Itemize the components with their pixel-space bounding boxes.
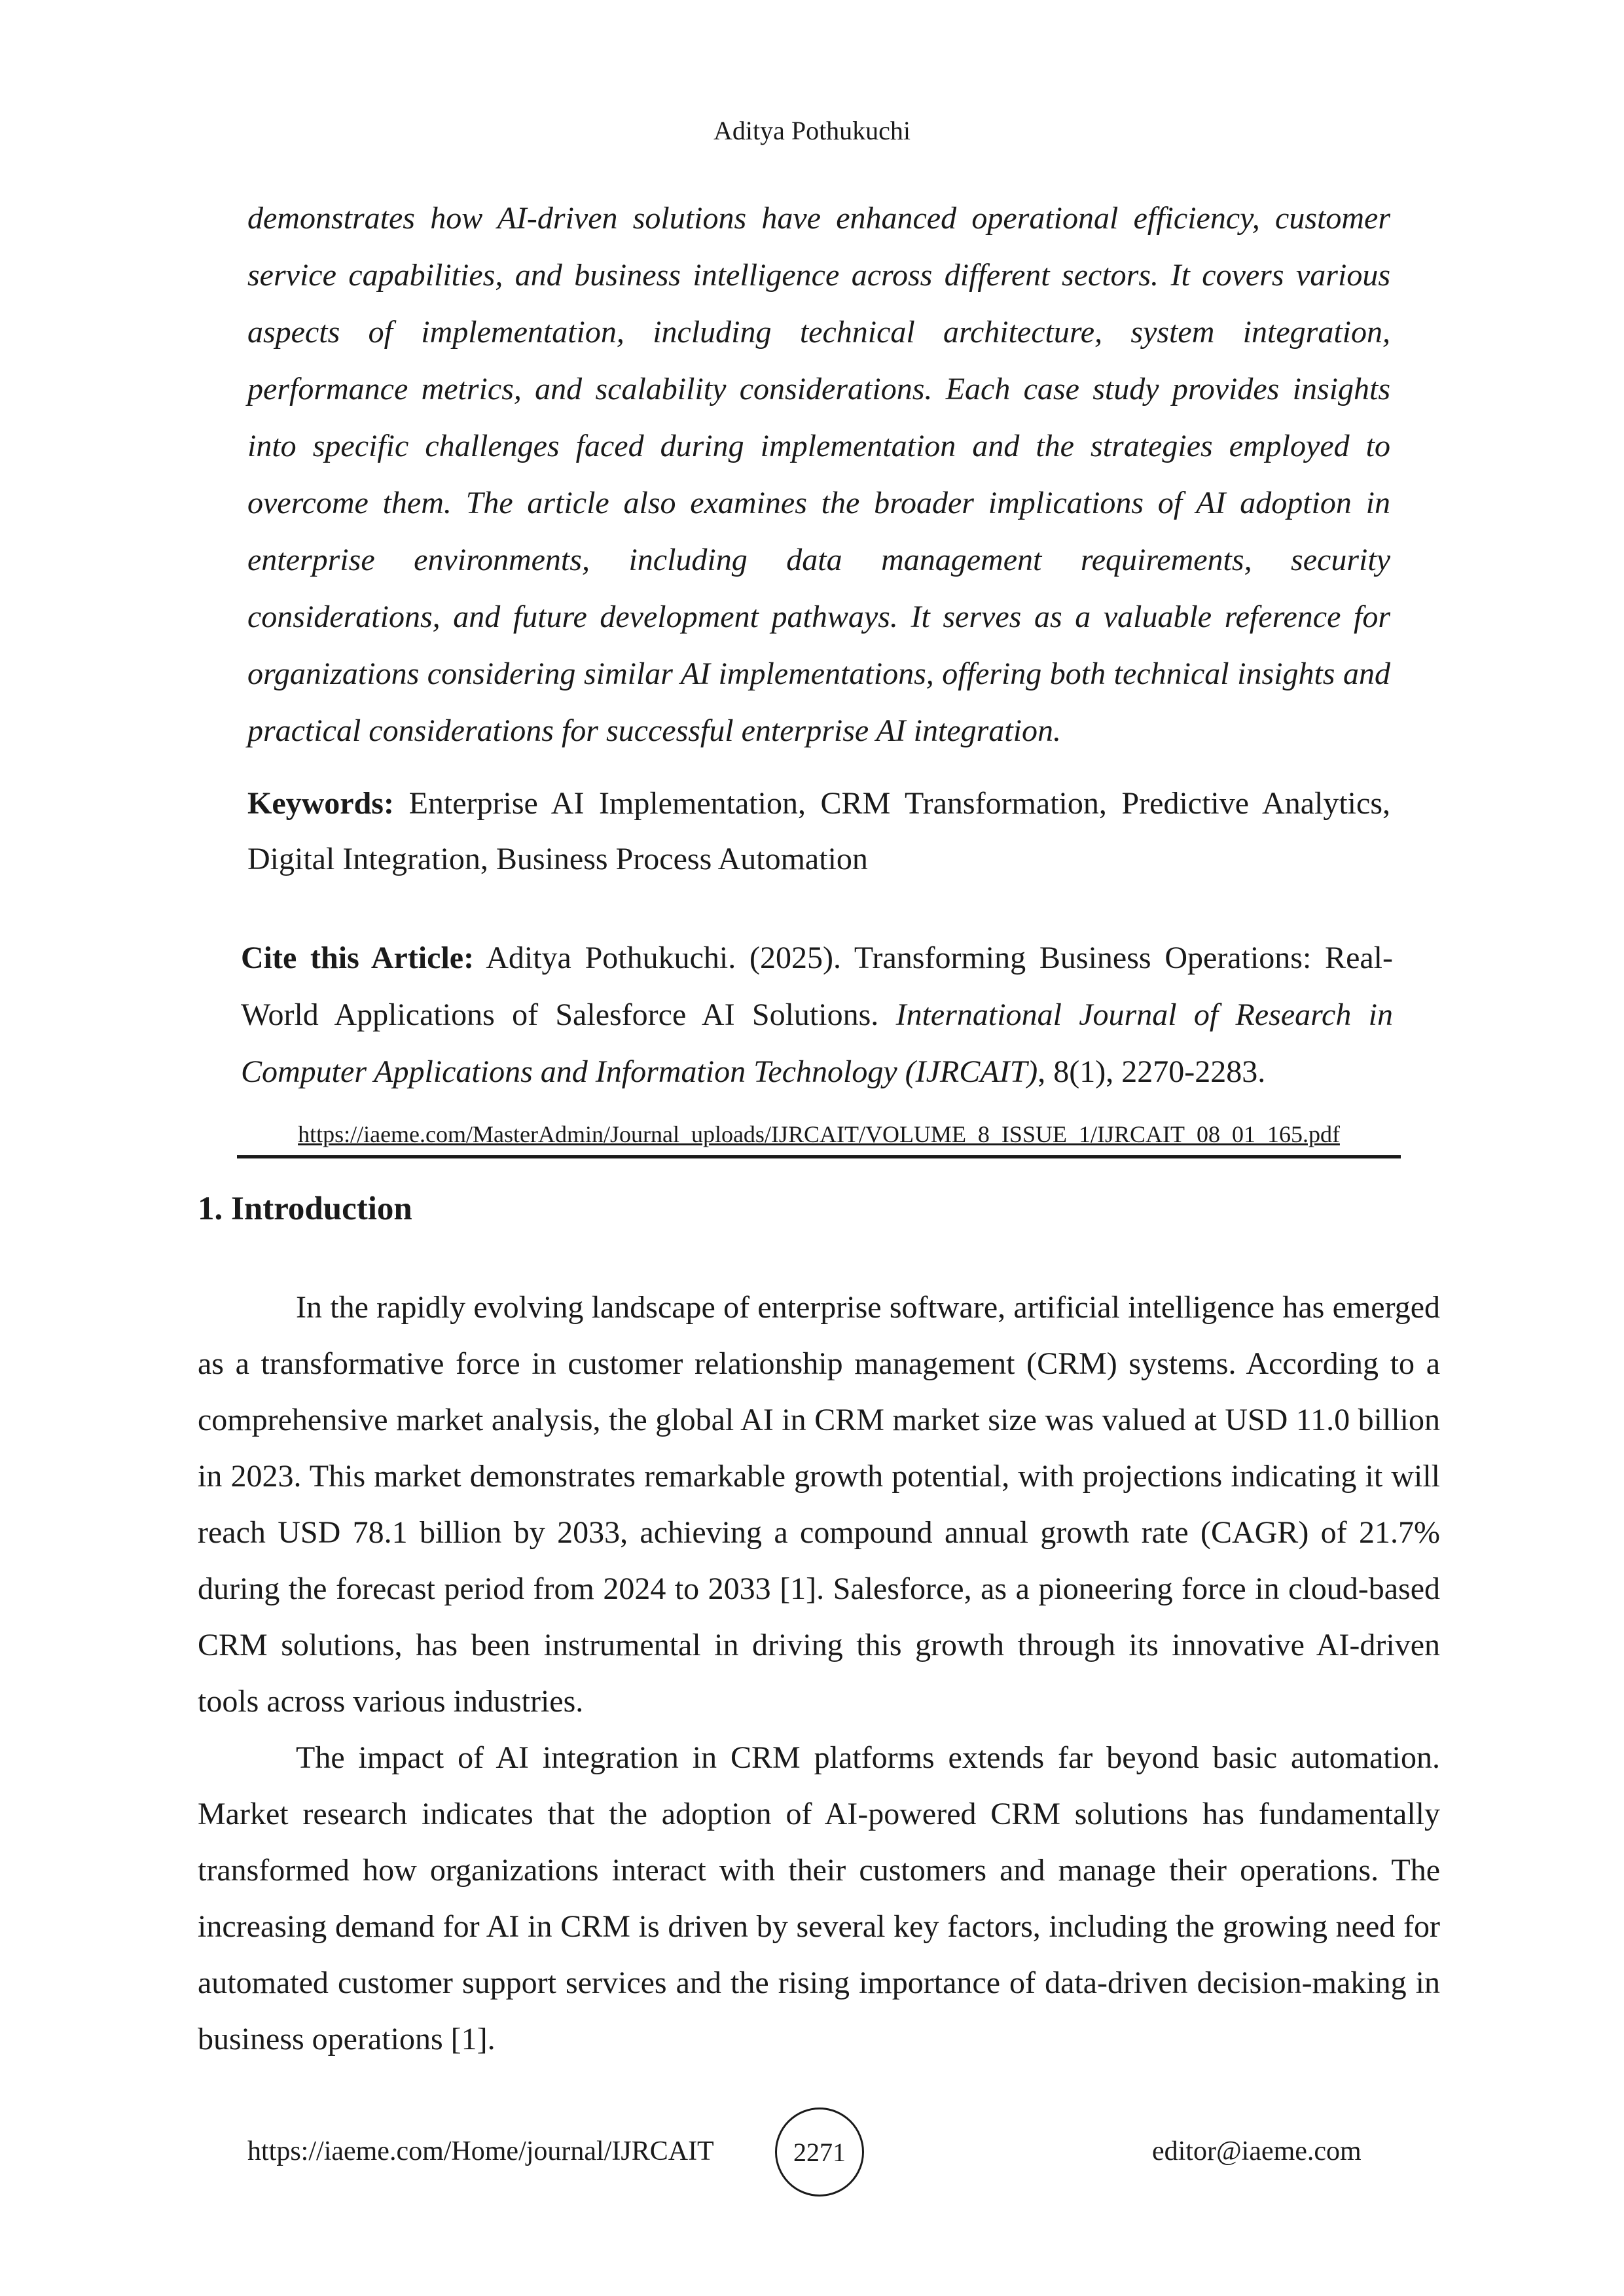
citation-volume: , 8(1), 2270-2283. xyxy=(1038,1054,1266,1089)
keywords xyxy=(247,776,1390,887)
keywords-text: Enterprise AI Implementation, CRM Transformation, Predictive Analytics, Digital Integration, Business Process Automation xyxy=(247,786,1390,876)
abstract-text: demonstrates how AI-driven solutions have enhanced operational efficiency, customer service capabilities, and business intelligence across different sectors. It covers various aspects of implementation, including technical architecture, system integration, performance metrics, and scalability considerations. Each case study provides insights into specific challenges faced during implementation and the strategies employed to overcome them. The article also examines the broader implications of AI adoption in enterprise environments, including data management requirements, security considerations, and future development pathways. It serves as a valuable reference for organizations considering similar AI implementations, offering both technical insights and practical considerations for successful enterprise AI integration. xyxy=(247,201,1390,748)
citation-text: Aditya Pothukuchi. (2025). Transforming Business Operations: Real-World Applications of Salesforce AI Solutions. xyxy=(241,941,1393,1032)
paragraph: In the rapidly evolving landscape of enterprise software, artificial intelligence has emerged as a transformative force in customer relationship management (CRM) systems. According to a comprehensive market analysis, the global AI in CRM market size was valued at USD 11.0 billion in 2023. This market demonstrates remarkable growth potential, with projections indicating it will reach USD 78.1 billion by 2033, achieving a compound annual growth rate (CAGR) of 21.7% during the forecast period from 2024 to 2033 [1]. Salesforce, as a pioneering force in cloud-based CRM solutions, has been instrumental in driving this growth through its innovative AI-driven tools across various industries. xyxy=(198,1290,1440,1719)
running-header-author: Aditya Pothukuchi xyxy=(713,116,911,145)
introduction-body xyxy=(198,1280,1440,2068)
page-number-badge xyxy=(775,2108,864,2197)
footer-journal-url[interactable]: https://iaeme.com/Home/journal/IJRCAIT xyxy=(247,2136,714,2166)
citation-url-link[interactable]: https://iaeme.com/MasterAdmin/Journal_uploads/IJRCAIT/VOLUME_8_ISSUE_1/IJRCAIT_08_01_165.pdf xyxy=(298,1121,1340,1147)
citation-journal: International Journal of Research in Computer Applications and Information Technology (IJRCAIT) xyxy=(241,997,1393,1089)
citation xyxy=(241,929,1393,1100)
footer-email[interactable]: editor@iaeme.com xyxy=(1152,2136,1362,2166)
section-heading-introduction: 1. Introduction xyxy=(198,1191,412,1227)
page-number: 2271 xyxy=(793,2137,846,2167)
citation-label: Cite this Article: xyxy=(241,941,475,975)
citation-divider xyxy=(237,1155,1401,1158)
paragraph: The impact of AI integration in CRM platforms extends far beyond basic automation. Market research indicates that the adoption of AI-powered CRM solutions has fundamentally transformed how organizations interact with their customers and manage their operations. The increasing demand for AI in CRM is driven by several key factors, including the growing need for automated customer support services and the rising importance of data-driven decision-making in business operations [1]. xyxy=(198,1740,1440,2056)
keywords-label: Keywords: xyxy=(247,786,394,821)
